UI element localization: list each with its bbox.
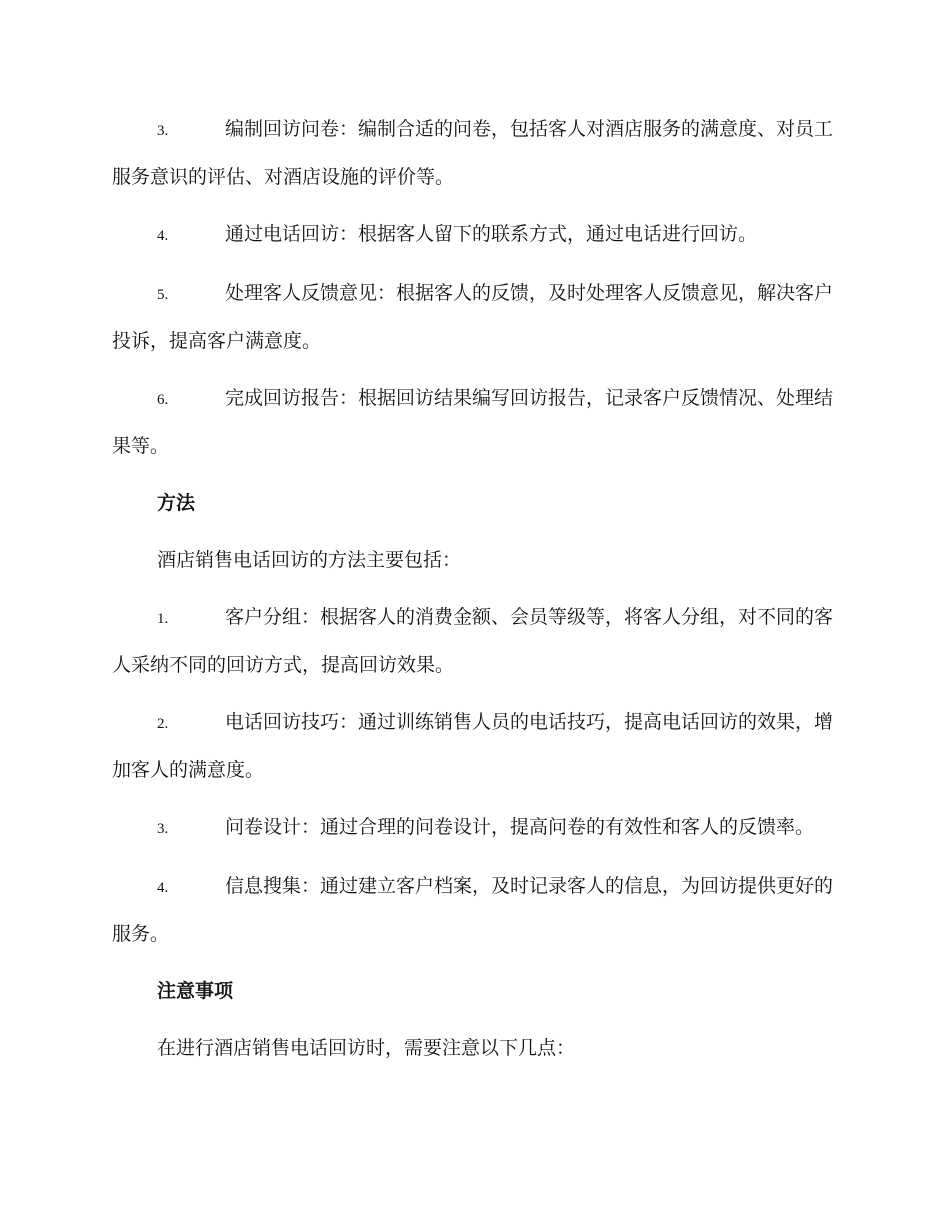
list-text: 通过电话回访：根据客人留下的联系方式，通过电话进行回访。 — [225, 223, 758, 245]
list-number: 5. — [157, 287, 169, 303]
list-item-step-3 — [112, 106, 838, 200]
list-number: 2. — [157, 716, 169, 732]
list-number: 4. — [157, 880, 169, 896]
list-text: 编制回访问卷：编制合适的问卷，包括客人对酒店服务的满意度、对员工服务意识的评估、对酒店设施的评价等。 — [112, 118, 834, 188]
list-item-method-3 — [112, 804, 838, 852]
list-text: 信息搜集：通过建立客户档案，及时记录客人的信息，为回访提供更好的服务。 — [112, 875, 834, 945]
section-heading-notes: 注意事项 — [157, 980, 234, 1002]
list-number: 4. — [157, 228, 169, 244]
list-text: 问卷设计：通过合理的问卷设计，提高问卷的有效性和客人的反馈率。 — [225, 816, 815, 838]
list-number: 6. — [157, 392, 169, 408]
list-item-method-1 — [112, 594, 838, 688]
section-heading-methods: 方法 — [157, 492, 196, 514]
list-item-step-5 — [112, 270, 838, 364]
methods-intro: 酒店销售电话回访的方法主要包括： — [157, 549, 462, 571]
list-number: 3. — [157, 123, 169, 139]
list-text: 完成回访报告：根据回访结果编写回访报告，记录客户反馈情况、处理结果等。 — [112, 387, 834, 457]
notes-intro: 在进行酒店销售电话回访时，需要注意以下几点： — [157, 1037, 576, 1059]
list-text: 客户分组：根据客人的消费金额、会员等级等，将客人分组，对不同的客人采纳不同的回访方式，提高回访效果。 — [112, 606, 834, 676]
list-item-method-2 — [112, 699, 838, 793]
list-item-step-6 — [112, 375, 838, 469]
list-text: 处理客人反馈意见：根据客人的反馈，及时处理客人反馈意见，解决客户投诉，提高客户满意度。 — [112, 282, 834, 352]
list-item-step-4 — [112, 211, 838, 259]
document-body — [112, 106, 838, 1082]
list-number: 3. — [157, 821, 169, 837]
list-text: 电话回访技巧：通过训练销售人员的电话技巧，提高电话回访的效果，增加客人的满意度。 — [112, 711, 834, 781]
list-item-method-4 — [112, 863, 838, 957]
list-number: 1. — [157, 611, 169, 627]
